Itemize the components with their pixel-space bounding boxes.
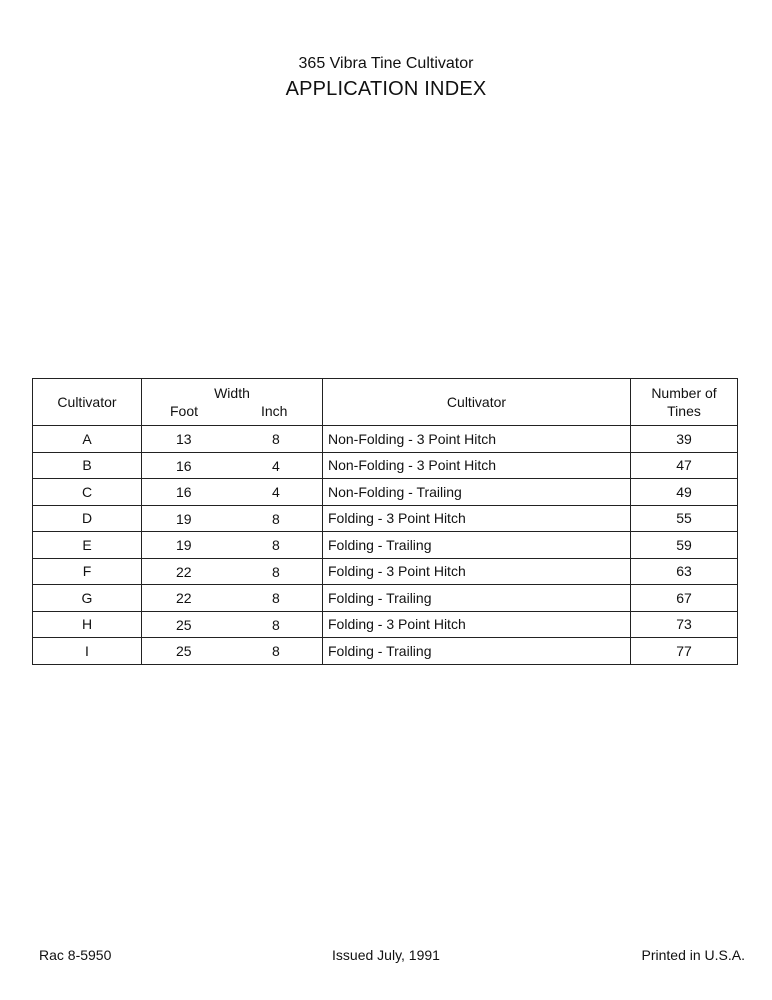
- header-foot: Foot: [170, 403, 199, 419]
- footer-document-code: Rac 8-5950: [39, 947, 112, 963]
- cell-foot: 22: [176, 590, 192, 607]
- cell-width: [142, 479, 323, 506]
- cell-cultivator-id: C: [33, 479, 142, 506]
- table-row: [33, 505, 738, 532]
- cell-inch: 8: [272, 563, 280, 580]
- cell-cultivator-id: E: [33, 532, 142, 559]
- cell-width: [142, 638, 323, 665]
- cell-inch: 8: [272, 616, 280, 633]
- cell-cultivator-type: Folding - 3 Point Hitch: [323, 505, 631, 532]
- cell-inch: 8: [272, 431, 280, 448]
- cell-cultivator-id: F: [33, 558, 142, 585]
- footer-printed-in: Printed in U.S.A.: [641, 947, 745, 963]
- table-row: [33, 611, 738, 638]
- cell-number-of-tines: 59: [631, 532, 738, 559]
- application-index-table: [32, 378, 738, 665]
- cell-foot: 16: [176, 457, 192, 474]
- cell-number-of-tines: 63: [631, 558, 738, 585]
- cell-width: [142, 558, 323, 585]
- cell-cultivator-type: Folding - 3 Point Hitch: [323, 611, 631, 638]
- cell-width: [142, 426, 323, 453]
- cell-number-of-tines: 73: [631, 611, 738, 638]
- table-header-row: [33, 379, 738, 426]
- cell-foot: 19: [176, 537, 192, 554]
- cell-cultivator-id: I: [33, 638, 142, 665]
- cell-cultivator-type: Folding - Trailing: [323, 532, 631, 559]
- footer-issue-date: Issued July, 1991: [332, 947, 440, 963]
- cell-width: [142, 585, 323, 612]
- cell-number-of-tines: 49: [631, 479, 738, 506]
- cell-width: [142, 532, 323, 559]
- cell-cultivator-type: Non-Folding - 3 Point Hitch: [323, 452, 631, 479]
- header-number-of-tines: Number of Tines: [631, 379, 738, 426]
- cell-cultivator-type: Folding - Trailing: [323, 638, 631, 665]
- table-row: [33, 638, 738, 665]
- cell-foot: 25: [176, 616, 192, 633]
- cell-cultivator-id: B: [33, 452, 142, 479]
- cell-cultivator-type: Non-Folding - 3 Point Hitch: [323, 426, 631, 453]
- cell-cultivator-id: D: [33, 505, 142, 532]
- header-cultivator: Cultivator: [33, 379, 142, 426]
- cell-width: [142, 611, 323, 638]
- header-width-label: Width: [214, 385, 250, 401]
- cell-cultivator-id: A: [33, 426, 142, 453]
- header-inch: Inch: [261, 403, 288, 419]
- cell-cultivator-id: H: [33, 611, 142, 638]
- cell-number-of-tines: 77: [631, 638, 738, 665]
- document-title: APPLICATION INDEX: [285, 78, 487, 100]
- cell-cultivator-type: Folding - Trailing: [323, 585, 631, 612]
- cell-foot: 25: [176, 643, 192, 660]
- cell-inch: 8: [272, 537, 280, 554]
- cell-number-of-tines: 47: [631, 452, 738, 479]
- header-width: [142, 379, 323, 426]
- cell-cultivator-type: Non-Folding - Trailing: [323, 479, 631, 506]
- table-row: [33, 558, 738, 585]
- cell-inch: 4: [272, 457, 280, 474]
- cell-foot: 16: [176, 484, 192, 501]
- cell-width: [142, 505, 323, 532]
- cell-number-of-tines: 67: [631, 585, 738, 612]
- cell-cultivator-id: G: [33, 585, 142, 612]
- cell-inch: 8: [272, 643, 280, 660]
- cell-number-of-tines: 39: [631, 426, 738, 453]
- cell-foot: 22: [176, 563, 192, 580]
- document-subtitle: 365 Vibra Tine Cultivator: [298, 55, 474, 72]
- table-row: [33, 426, 738, 453]
- cell-foot: 19: [176, 510, 192, 527]
- cell-number-of-tines: 55: [631, 505, 738, 532]
- table-row: [33, 532, 738, 559]
- table-row: [33, 452, 738, 479]
- cell-width: [142, 452, 323, 479]
- cell-cultivator-type: Folding - 3 Point Hitch: [323, 558, 631, 585]
- cell-foot: 13: [176, 431, 192, 448]
- table-row: [33, 585, 738, 612]
- header-cultivator-type: Cultivator: [323, 379, 631, 426]
- cell-inch: 8: [272, 510, 280, 527]
- table-row: [33, 479, 738, 506]
- cell-inch: 4: [272, 484, 280, 501]
- cell-inch: 8: [272, 590, 280, 607]
